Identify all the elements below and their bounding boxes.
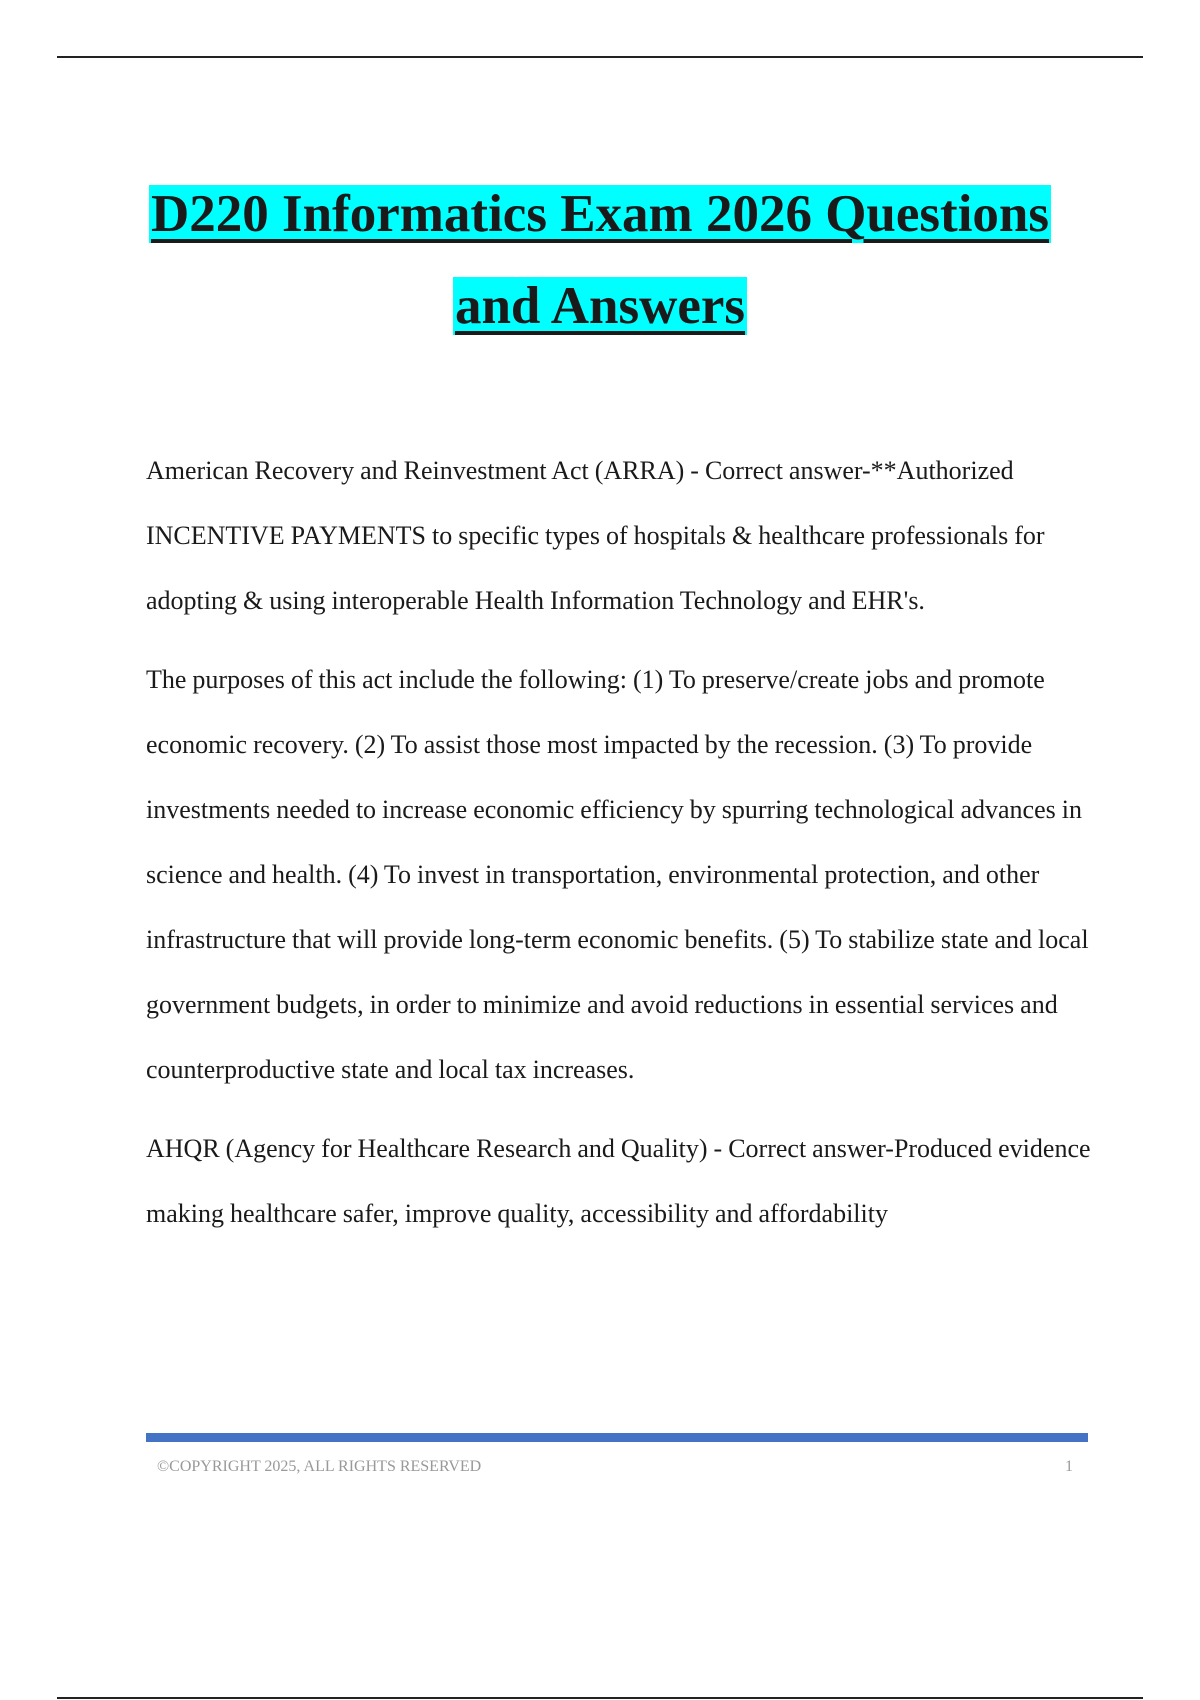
footer-copyright: ©COPYRIGHT 2025, ALL RIGHTS RESERVED — [157, 1458, 482, 1475]
bottom-rule — [57, 1697, 1143, 1699]
paragraph-ahqr-definition: AHQR (Agency for Healthcare Research and Quality) - Correct answer-Produced evidence making healthcare safer, improve quality, accessibility and affordability — [146, 1134, 1091, 1228]
paragraph-arra-definition: American Recovery and Reinvestment Act (ARRA) - Correct answer-**Authorized INCENTIVE PAYMENTS to specific types of hospitals & healthcare professionals for adopting & using interoperable Health Information Technology and EHR's. — [146, 456, 1045, 615]
title-line-2: and Answers — [454, 277, 746, 335]
paragraph-arra-purposes: The purposes of this act include the following: (1) To preserve/create jobs and promote economic recovery. (2) To assist those most impacted by the recession. (3) To provide investments needed to increase economic efficiency by spurring technological advances in science and health. (4) To invest in transportation, environmental protection, and other infrastructure that will provide long-term economic benefits. (5) To stabilize state and local government budgets, in order to minimize and avoid reductions in essential services and counterproductive state and local tax increases. — [146, 665, 1089, 1084]
page-number: 1 — [1065, 1458, 1073, 1475]
document-body — [146, 438, 1106, 1260]
title-line-1: D220 Informatics Exam 2026 Questions — [150, 185, 1050, 243]
document-title — [0, 168, 1200, 352]
footer-divider — [146, 1433, 1088, 1442]
top-rule — [57, 56, 1143, 58]
